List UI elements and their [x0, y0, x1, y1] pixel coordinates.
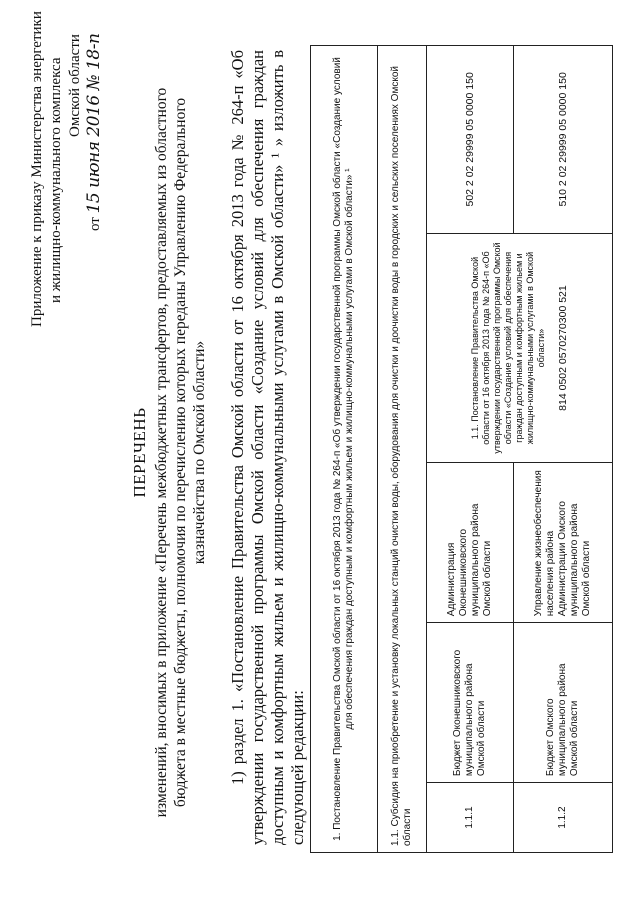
- approval-line-2: и жилищно-коммунального комплекса: [48, 57, 64, 303]
- section-header-row: [311, 46, 378, 853]
- shared-code: 814 0502 0570270300 521: [557, 285, 569, 411]
- approval-from-label: от: [87, 217, 103, 231]
- intro-text: 1) раздел 1. «Постановление Правительства Омской области от 16 октября 2013 года № 264-п «Об утверждении государственной программы Омской области «Создание условий для обеспечения граждан доступным и комфортным жильем и жилищно-коммунальными услугами в Омской области» ¹ » изложить в следующей редакции:: [228, 50, 307, 845]
- subsection-header-row: [378, 46, 427, 853]
- section-header-cell: 1. Постановление Правительства Омской области от 16 октября 2013 года № 264-п «Об утверждении государственной программы Омской области «Создание условий для обеспечения граждан доступным и комфортным жильем и жилищно-коммунальными услугами в Омской области» ¹: [311, 46, 378, 853]
- document-title: ПЕРЕЧЕНЬ: [130, 407, 149, 498]
- handwritten-date-signature: 15 июня 2016 № 18-п: [84, 33, 104, 214]
- subsection-header-cell: 1.1. Субсидия на приобретение и установку локальных станций очистки воды, оборудования для очистки и доочистки воды в городских и сельских поселениях Омской области: [378, 46, 427, 853]
- row-recipient: Управление жизнеобеспечения населения района Администрации Омского муниципального района Омской области: [514, 463, 613, 623]
- row-budget: Бюджет Омского муниципального района Омской области: [514, 623, 613, 783]
- row-recipient: Администрация Оконешниковского муниципального района Омской области: [427, 463, 514, 623]
- row-budget: Бюджет Оконешниковского муниципального района Омской области: [427, 623, 514, 783]
- table-row: [427, 46, 514, 853]
- approval-block: [28, 11, 105, 327]
- approval-line-3: Омской области: [67, 34, 83, 137]
- transfers-table: [310, 45, 613, 853]
- expense-code-cell: [427, 233, 613, 463]
- row-number: 1.1.1: [427, 783, 514, 853]
- intro-paragraph: [228, 50, 308, 845]
- subsection-subtitle: 1.1. Постановление Правительства Омской области от 16 октября 2013 года № 264-п «Об утверждении государственной программы Омской области «Создание условий для обеспечения граждан доступным и комфортным жильем и жилищно-коммунальными услугами в Омской области»: [470, 242, 546, 454]
- document-subtitle: изменений, вносимых в приложение «Перечень межбюджетных трансфертов, предоставляемых из областного бюджета в местные бюджеты, полномочия по перечислению которых переданы Управлению Федерального казначейства по Омской области»: [153, 87, 208, 818]
- income-code: 502 2 02 29999 05 0000 150: [427, 46, 514, 234]
- approval-line-1: Приложение к приказу Министерства энергетики: [29, 11, 45, 327]
- income-code: 510 2 02 29999 05 0000 150: [514, 46, 613, 234]
- row-number: 1.1.2: [514, 783, 613, 853]
